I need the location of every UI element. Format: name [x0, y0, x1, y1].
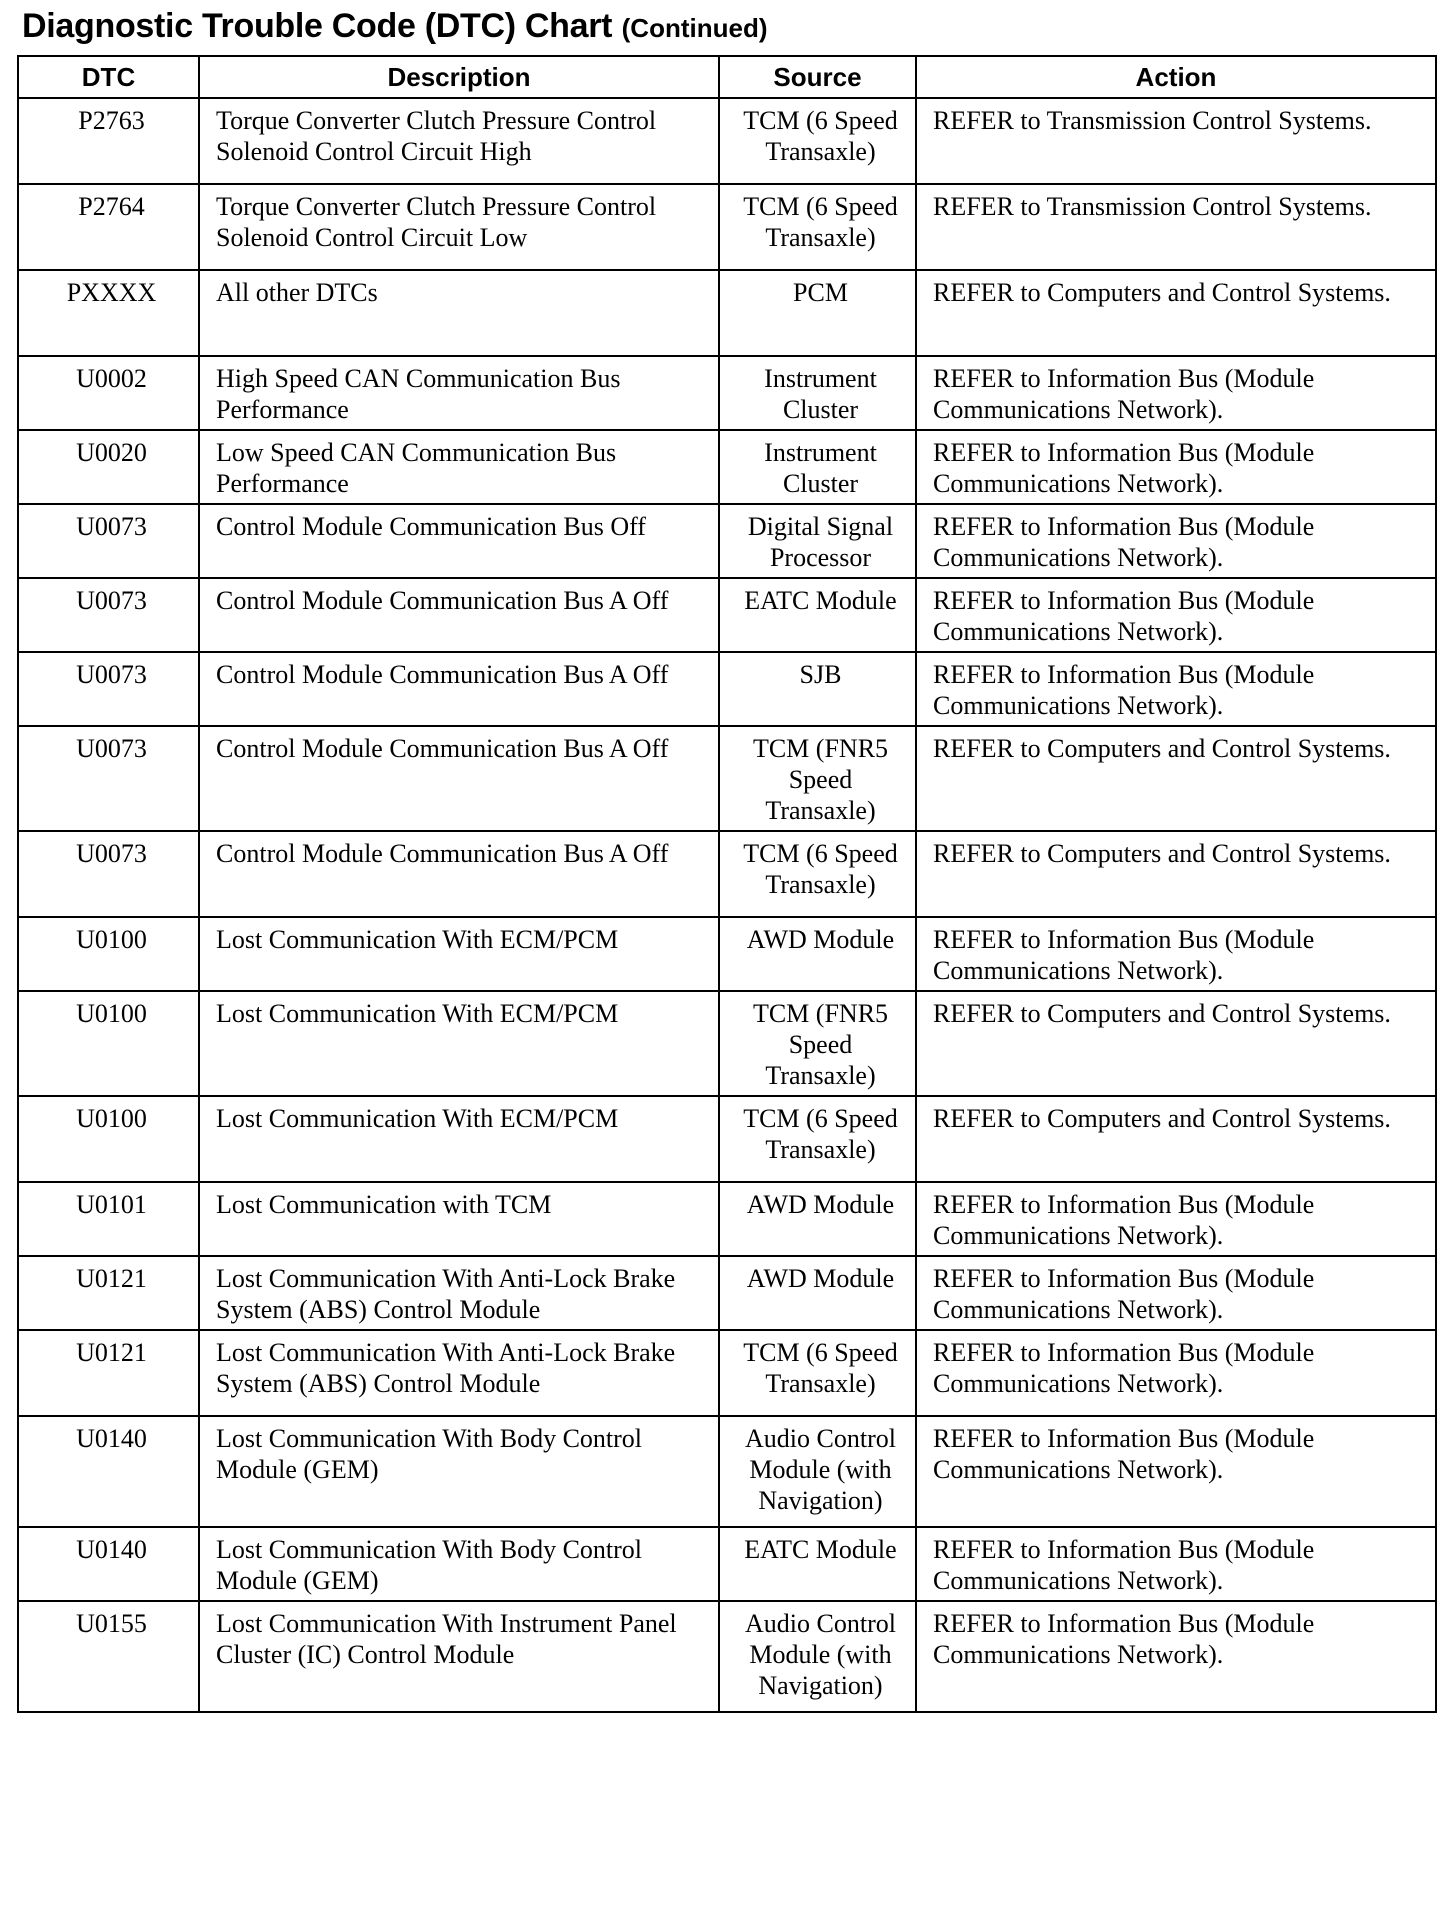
cell-description: Control Module Communication Bus A Off — [199, 652, 719, 726]
cell-action: REFER to Information Bus (Module Communications Network). — [916, 652, 1436, 726]
cell-dtc: U0100 — [18, 1096, 199, 1182]
header-description: Description — [199, 56, 719, 98]
cell-dtc: U0100 — [18, 917, 199, 991]
cell-dtc: U0073 — [18, 504, 199, 578]
table-row — [18, 652, 1436, 726]
cell-action: REFER to Computers and Control Systems. — [916, 270, 1436, 356]
cell-dtc: U0073 — [18, 652, 199, 726]
table-row — [18, 1601, 1436, 1712]
cell-description: Control Module Communication Bus A Off — [199, 831, 719, 917]
cell-source: TCM (6 Speed Transaxle) — [719, 831, 916, 917]
cell-description: High Speed CAN Communication Bus Performance — [199, 356, 719, 430]
cell-action: REFER to Information Bus (Module Communications Network). — [916, 917, 1436, 991]
cell-source: Audio Control Module (with Navigation) — [719, 1601, 916, 1712]
cell-action: REFER to Computers and Control Systems. — [916, 726, 1436, 831]
table-row — [18, 1416, 1436, 1527]
cell-description: All other DTCs — [199, 270, 719, 356]
header-action: Action — [916, 56, 1436, 98]
cell-dtc: P2763 — [18, 98, 199, 184]
table-row — [18, 1096, 1436, 1182]
cell-source: PCM — [719, 270, 916, 356]
cell-source: EATC Module — [719, 578, 916, 652]
cell-description: Lost Communication With ECM/PCM — [199, 917, 719, 991]
cell-action: REFER to Information Bus (Module Communications Network). — [916, 1527, 1436, 1601]
header-source: Source — [719, 56, 916, 98]
cell-description: Control Module Communication Bus A Off — [199, 578, 719, 652]
cell-action: REFER to Information Bus (Module Communications Network). — [916, 1601, 1436, 1712]
cell-source: Instrument Cluster — [719, 356, 916, 430]
table-row — [18, 726, 1436, 831]
cell-source: Digital Signal Processor — [719, 504, 916, 578]
cell-source: AWD Module — [719, 1256, 916, 1330]
page-title-main: Diagnostic Trouble Code (DTC) Chart — [22, 7, 613, 45]
cell-action: REFER to Information Bus (Module Communications Network). — [916, 504, 1436, 578]
cell-description: Lost Communication With ECM/PCM — [199, 991, 719, 1096]
cell-source: AWD Module — [719, 1182, 916, 1256]
table-row — [18, 917, 1436, 991]
dtc-table — [17, 55, 1437, 1713]
cell-action: REFER to Computers and Control Systems. — [916, 1096, 1436, 1182]
table-row — [18, 1527, 1436, 1601]
cell-source: TCM (6 Speed Transaxle) — [719, 1096, 916, 1182]
cell-dtc: U0101 — [18, 1182, 199, 1256]
cell-source: EATC Module — [719, 1527, 916, 1601]
cell-dtc: U0073 — [18, 726, 199, 831]
cell-action: REFER to Information Bus (Module Communications Network). — [916, 1416, 1436, 1527]
cell-source: TCM (FNR5 Speed Transaxle) — [719, 726, 916, 831]
table-header-row — [18, 56, 1436, 98]
cell-dtc: U0100 — [18, 991, 199, 1096]
cell-dtc: U0140 — [18, 1416, 199, 1527]
cell-description: Low Speed CAN Communication Bus Performance — [199, 430, 719, 504]
cell-action: REFER to Information Bus (Module Communications Network). — [916, 1330, 1436, 1416]
table-row — [18, 184, 1436, 270]
cell-action: REFER to Information Bus (Module Communications Network). — [916, 430, 1436, 504]
cell-action: REFER to Computers and Control Systems. — [916, 991, 1436, 1096]
table-row — [18, 98, 1436, 184]
page-title-sub: (Continued) — [621, 13, 768, 43]
cell-source: Audio Control Module (with Navigation) — [719, 1416, 916, 1527]
table-row — [18, 356, 1436, 430]
cell-description: Lost Communication with TCM — [199, 1182, 719, 1256]
cell-dtc: U0155 — [18, 1601, 199, 1712]
cell-dtc: U0121 — [18, 1330, 199, 1416]
cell-dtc: P2764 — [18, 184, 199, 270]
cell-description: Lost Communication With Body Control Module (GEM) — [199, 1527, 719, 1601]
cell-description: Torque Converter Clutch Pressure Control Solenoid Control Circuit High — [199, 98, 719, 184]
table-row — [18, 1330, 1436, 1416]
table-row — [18, 578, 1436, 652]
table-row — [18, 270, 1436, 356]
cell-description: Lost Communication With Body Control Module (GEM) — [199, 1416, 719, 1527]
table-row — [18, 504, 1436, 578]
cell-dtc: U0073 — [18, 578, 199, 652]
cell-dtc: U0140 — [18, 1527, 199, 1601]
cell-description: Control Module Communication Bus Off — [199, 504, 719, 578]
cell-action: REFER to Transmission Control Systems. — [916, 98, 1436, 184]
cell-description: Lost Communication With Anti-Lock Brake System (ABS) Control Module — [199, 1330, 719, 1416]
cell-dtc: PXXXX — [18, 270, 199, 356]
cell-dtc: U0121 — [18, 1256, 199, 1330]
cell-action: REFER to Information Bus (Module Communications Network). — [916, 356, 1436, 430]
cell-source: AWD Module — [719, 917, 916, 991]
cell-action: REFER to Information Bus (Module Communications Network). — [916, 578, 1436, 652]
cell-source: SJB — [719, 652, 916, 726]
cell-action: REFER to Information Bus (Module Communications Network). — [916, 1182, 1436, 1256]
cell-description: Lost Communication With ECM/PCM — [199, 1096, 719, 1182]
cell-source: TCM (6 Speed Transaxle) — [719, 184, 916, 270]
cell-description: Lost Communication With Instrument Panel Cluster (IC) Control Module — [199, 1601, 719, 1712]
cell-source: TCM (FNR5 Speed Transaxle) — [719, 991, 916, 1096]
cell-source: Instrument Cluster — [719, 430, 916, 504]
header-dtc: DTC — [18, 56, 199, 98]
cell-dtc: U0073 — [18, 831, 199, 917]
cell-source: TCM (6 Speed Transaxle) — [719, 1330, 916, 1416]
table-row — [18, 1256, 1436, 1330]
cell-source: TCM (6 Speed Transaxle) — [719, 98, 916, 184]
cell-action: REFER to Transmission Control Systems. — [916, 184, 1436, 270]
cell-action: REFER to Information Bus (Module Communications Network). — [916, 1256, 1436, 1330]
cell-description: Control Module Communication Bus A Off — [199, 726, 719, 831]
cell-action: REFER to Computers and Control Systems. — [916, 831, 1436, 917]
table-row — [18, 430, 1436, 504]
table-row — [18, 831, 1436, 917]
cell-dtc: U0002 — [18, 356, 199, 430]
table-row — [18, 991, 1436, 1096]
cell-dtc: U0020 — [18, 430, 199, 504]
cell-description: Lost Communication With Anti-Lock Brake System (ABS) Control Module — [199, 1256, 719, 1330]
table-row — [18, 1182, 1436, 1256]
page-title — [22, 4, 767, 50]
cell-description: Torque Converter Clutch Pressure Control Solenoid Control Circuit Low — [199, 184, 719, 270]
